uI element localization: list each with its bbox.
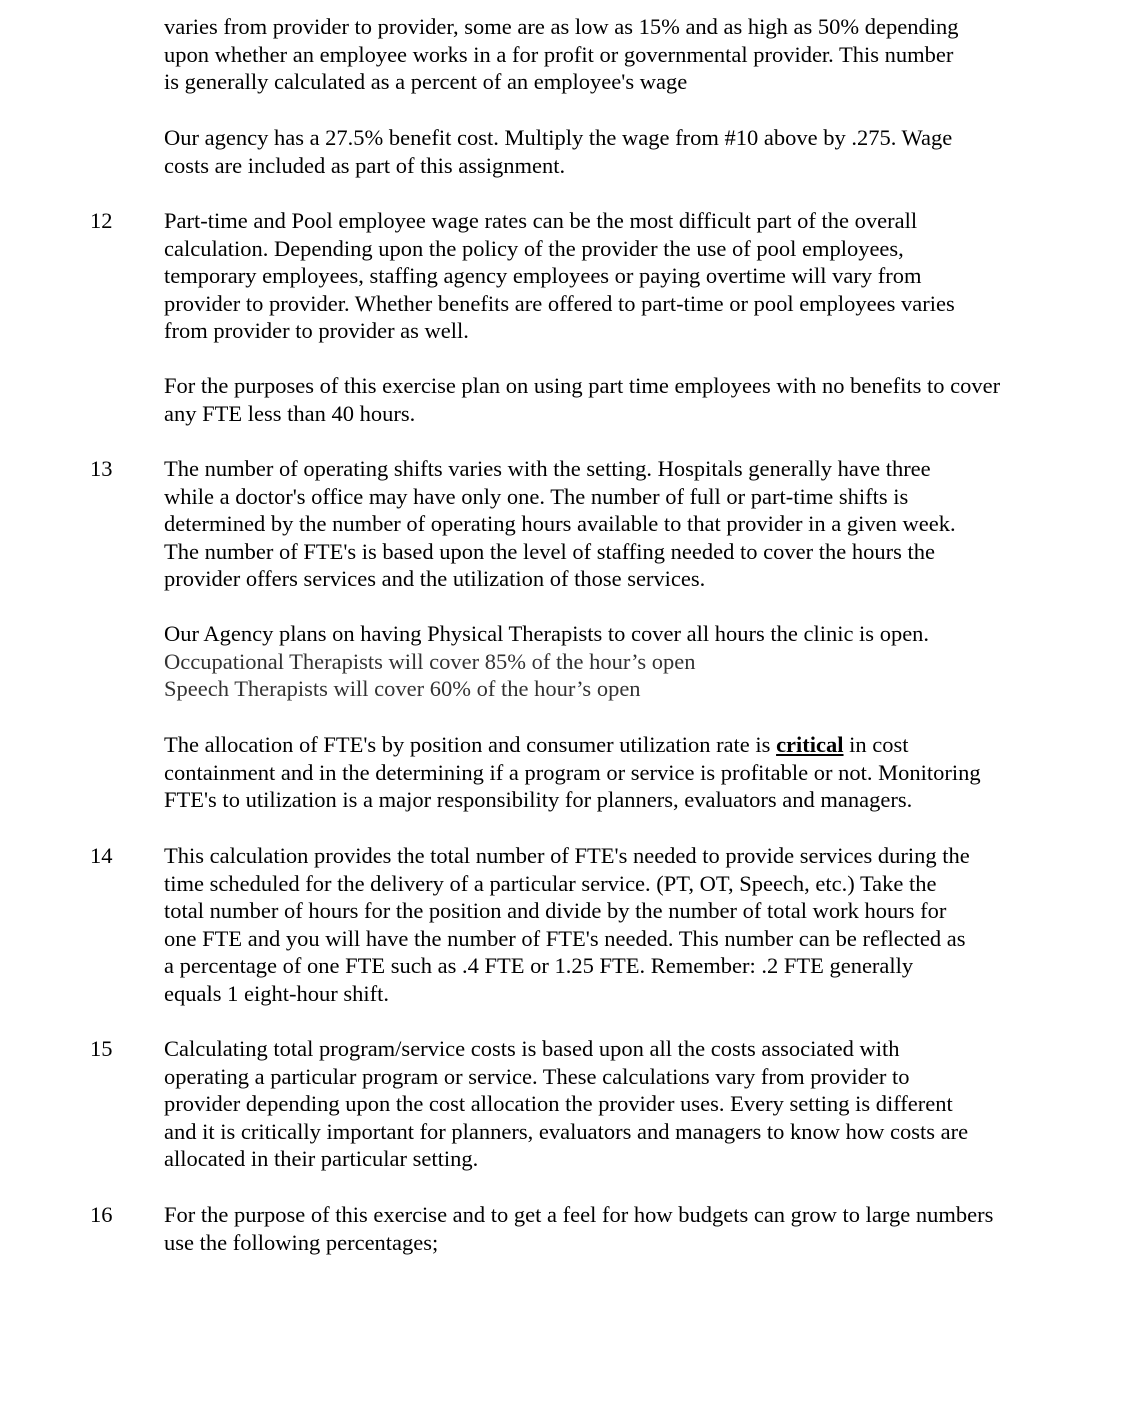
item-number-13: 13 bbox=[90, 456, 113, 481]
item-number-12: 12 bbox=[90, 208, 113, 233]
agency-staffing-plan: Our Agency plans on having Physical Therapists to cover all hours the clinic is open. Occupational Therapists will cover 85% of the hour’s open Speech Therapists will cover 60% of the hour’s open bbox=[164, 621, 930, 702]
fte-allocation-paragraph: The allocation of FTE's by position and consumer utilization rate is critical in cost containment and in the determining if a program or service is profitable or not. Monitoring FTE's to utilization is a major responsibility for planners, evaluators and managers. bbox=[164, 732, 981, 813]
item-16-paragraph: For the purpose of this exercise and to get a feel for how budgets can grow to large numbers use the following percentages; bbox=[164, 1202, 994, 1255]
agency-benefit-note: Our agency has a 27.5% benefit cost. Multiply the wage from #10 above by .275. Wage costs are included as part of this assignment. bbox=[164, 125, 953, 178]
item-14-paragraph: This calculation provides the total number of FTE's needed to provide services during the time scheduled for the delivery of a particular service. (PT, OT, Speech, etc.) Take the total number of hours for the position and divide by the number of total work hours for one FTE and you will have the number of FTE's needed. This number can be reflected as a percentage of one FTE such as .4 FTE or 1.25 FTE. Remember: .2 FTE generally equals 1 eight-hour shift. bbox=[164, 843, 970, 1006]
item-15-paragraph: Calculating total program/service costs is based upon all the costs associated with operating a particular program or service. These calculations vary from provider to provider depending upon the cost allocation the provider uses. Every setting is different and it is critically important for planners, evaluators and managers to know how costs are allocated in their particular setting. bbox=[164, 1036, 969, 1172]
benefit-rate-paragraph: varies from provider to provider, some are as low as 15% and as high as 50% depending upon whether an employee works in a for profit or governmental provider. This number is generally calculated as a percent of an employee's wage bbox=[164, 14, 959, 95]
item-12-paragraph: Part-time and Pool employee wage rates can be the most difficult part of the overall calculation. Depending upon the policy of the provider the use of pool employees, temporary employees, staffing agency employees or paying overtime will vary from provider to provider. Whether benefits are offered to part-time or pool employees varies from provider to provider as well. bbox=[164, 208, 955, 344]
item-number-15: 15 bbox=[90, 1036, 113, 1061]
critical-emphasis: critical bbox=[776, 732, 844, 757]
item-13-paragraph: The number of operating shifts varies with the setting. Hospitals generally have three while a doctor's office may have only one. The number of full or part-time shifts is determined by the number of operating hours available to that provider in a given week. The number of FTE's is based upon the level of staffing needed to cover the hours the provider offers services and the utilization of those services. bbox=[164, 456, 956, 592]
item-number-16: 16 bbox=[90, 1202, 113, 1227]
item-12-exercise-note: For the purposes of this exercise plan on using part time employees with no benefits to cover any FTE less than 40 hours. bbox=[164, 373, 1001, 426]
item-number-14: 14 bbox=[90, 843, 113, 868]
